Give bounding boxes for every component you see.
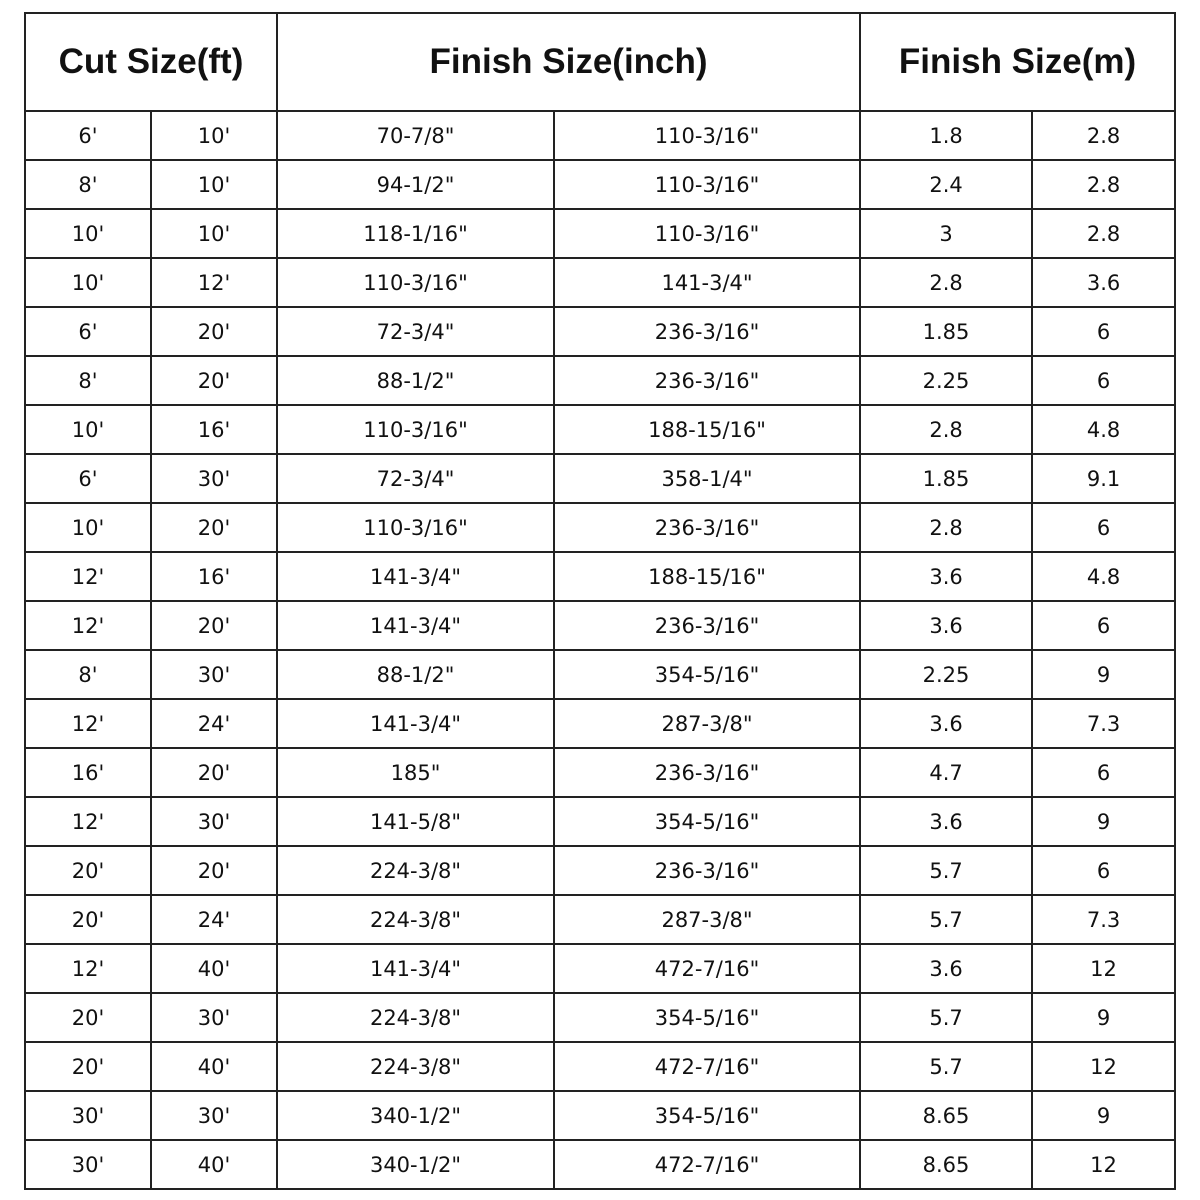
cut-length-cell: 24'	[151, 699, 277, 748]
finish-width-inch-cell: 224-3/8"	[277, 1042, 554, 1091]
finish-width-m-cell: 2.25	[860, 650, 1032, 699]
table-row	[25, 405, 1175, 454]
finish-width-inch-cell: 72-3/4"	[277, 307, 554, 356]
finish-width-m-cell: 3.6	[860, 944, 1032, 993]
cut-length-cell: 10'	[151, 111, 277, 160]
table-row	[25, 307, 1175, 356]
finish-width-inch-cell: 70-7/8"	[277, 111, 554, 160]
finish-width-m-cell: 5.7	[860, 993, 1032, 1042]
finish-width-m-cell: 1.8	[860, 111, 1032, 160]
finish-length-m-cell: 6	[1032, 748, 1175, 797]
table-row	[25, 993, 1175, 1042]
finish-length-m-cell: 9	[1032, 993, 1175, 1042]
finish-width-m-cell: 3.6	[860, 699, 1032, 748]
cut-width-cell: 12'	[25, 944, 151, 993]
finish-width-inch-cell: 224-3/8"	[277, 895, 554, 944]
finish-length-inch-cell: 110-3/16"	[554, 111, 860, 160]
table-row	[25, 503, 1175, 552]
finish-width-inch-cell: 72-3/4"	[277, 454, 554, 503]
table-row	[25, 601, 1175, 650]
cut-width-cell: 8'	[25, 160, 151, 209]
finish-length-inch-cell: 354-5/16"	[554, 650, 860, 699]
finish-length-m-cell: 12	[1032, 944, 1175, 993]
finish-length-m-cell: 4.8	[1032, 405, 1175, 454]
cut-length-cell: 40'	[151, 1042, 277, 1091]
finish-length-m-cell: 2.8	[1032, 111, 1175, 160]
table-row	[25, 454, 1175, 503]
table-row	[25, 1042, 1175, 1091]
finish-length-m-cell: 6	[1032, 307, 1175, 356]
finish-length-inch-cell: 188-15/16"	[554, 552, 860, 601]
finish-length-m-cell: 6	[1032, 846, 1175, 895]
finish-width-inch-cell: 340-1/2"	[277, 1091, 554, 1140]
finish-length-m-cell: 7.3	[1032, 699, 1175, 748]
table-row	[25, 552, 1175, 601]
cut-length-cell: 30'	[151, 650, 277, 699]
finish-width-m-cell: 2.8	[860, 405, 1032, 454]
finish-length-m-cell: 9	[1032, 797, 1175, 846]
cut-width-cell: 6'	[25, 307, 151, 356]
finish-width-m-cell: 8.65	[860, 1091, 1032, 1140]
finish-width-inch-cell: 141-3/4"	[277, 601, 554, 650]
table-header	[25, 13, 1175, 111]
finish-width-inch-cell: 185"	[277, 748, 554, 797]
header-row	[25, 13, 1175, 111]
table-row	[25, 944, 1175, 993]
table-row	[25, 160, 1175, 209]
finish-width-inch-cell: 110-3/16"	[277, 258, 554, 307]
cut-length-cell: 20'	[151, 601, 277, 650]
finish-width-m-cell: 2.4	[860, 160, 1032, 209]
finish-width-m-cell: 4.7	[860, 748, 1032, 797]
finish-width-inch-cell: 118-1/16"	[277, 209, 554, 258]
cut-width-cell: 12'	[25, 699, 151, 748]
finish-length-inch-cell: 354-5/16"	[554, 797, 860, 846]
finish-length-m-cell: 12	[1032, 1042, 1175, 1091]
finish-width-m-cell: 5.7	[860, 895, 1032, 944]
cut-width-cell: 20'	[25, 1042, 151, 1091]
cut-width-cell: 10'	[25, 209, 151, 258]
table-row	[25, 1140, 1175, 1189]
finish-length-inch-cell: 472-7/16"	[554, 1042, 860, 1091]
finish-width-inch-cell: 88-1/2"	[277, 356, 554, 405]
finish-length-m-cell: 12	[1032, 1140, 1175, 1189]
finish-width-m-cell: 2.25	[860, 356, 1032, 405]
cut-length-cell: 20'	[151, 356, 277, 405]
finish-length-inch-cell: 354-5/16"	[554, 1091, 860, 1140]
cut-length-cell: 40'	[151, 944, 277, 993]
cut-length-cell: 20'	[151, 846, 277, 895]
cut-width-cell: 16'	[25, 748, 151, 797]
finish-width-m-cell: 2.8	[860, 258, 1032, 307]
cut-width-cell: 12'	[25, 552, 151, 601]
table-row	[25, 748, 1175, 797]
table-row	[25, 258, 1175, 307]
finish-width-inch-cell: 141-3/4"	[277, 699, 554, 748]
cut-width-cell: 6'	[25, 454, 151, 503]
finish-length-inch-cell: 354-5/16"	[554, 993, 860, 1042]
finish-length-inch-cell: 188-15/16"	[554, 405, 860, 454]
finish-length-m-cell: 7.3	[1032, 895, 1175, 944]
table-body	[25, 111, 1175, 1189]
cut-length-cell: 30'	[151, 993, 277, 1042]
finish-length-inch-cell: 110-3/16"	[554, 209, 860, 258]
cut-length-cell: 30'	[151, 1091, 277, 1140]
finish-length-m-cell: 6	[1032, 503, 1175, 552]
cut-length-cell: 20'	[151, 307, 277, 356]
cut-width-cell: 10'	[25, 503, 151, 552]
finish-width-m-cell: 3.6	[860, 797, 1032, 846]
finish-width-inch-cell: 224-3/8"	[277, 993, 554, 1042]
finish-length-m-cell: 2.8	[1032, 209, 1175, 258]
cut-length-cell: 24'	[151, 895, 277, 944]
finish-length-inch-cell: 472-7/16"	[554, 944, 860, 993]
cut-length-cell: 30'	[151, 797, 277, 846]
cut-width-cell: 8'	[25, 650, 151, 699]
finish-length-inch-cell: 287-3/8"	[554, 895, 860, 944]
cut-width-cell: 8'	[25, 356, 151, 405]
table-row	[25, 699, 1175, 748]
table-row	[25, 111, 1175, 160]
cut-length-cell: 10'	[151, 160, 277, 209]
finish-width-m-cell: 2.8	[860, 503, 1032, 552]
finish-width-m-cell: 3.6	[860, 552, 1032, 601]
cut-length-cell: 30'	[151, 454, 277, 503]
size-chart-table	[24, 12, 1176, 1190]
finish-length-m-cell: 9	[1032, 1091, 1175, 1140]
table-row	[25, 1091, 1175, 1140]
table-row	[25, 650, 1175, 699]
cut-width-cell: 10'	[25, 258, 151, 307]
cut-length-cell: 40'	[151, 1140, 277, 1189]
cut-length-cell: 10'	[151, 209, 277, 258]
finish-length-m-cell: 2.8	[1032, 160, 1175, 209]
cut-width-cell: 20'	[25, 993, 151, 1042]
finish-width-inch-cell: 224-3/8"	[277, 846, 554, 895]
finish-length-inch-cell: 358-1/4"	[554, 454, 860, 503]
finish-length-inch-cell: 236-3/16"	[554, 503, 860, 552]
finish-length-m-cell: 9.1	[1032, 454, 1175, 503]
finish-width-m-cell: 3.6	[860, 601, 1032, 650]
header-finish-size-inch: Finish Size(inch)	[277, 13, 860, 111]
finish-length-inch-cell: 236-3/16"	[554, 356, 860, 405]
finish-length-inch-cell: 472-7/16"	[554, 1140, 860, 1189]
table-row	[25, 356, 1175, 405]
cut-width-cell: 6'	[25, 111, 151, 160]
finish-length-inch-cell: 236-3/16"	[554, 748, 860, 797]
cut-width-cell: 12'	[25, 797, 151, 846]
finish-length-m-cell: 3.6	[1032, 258, 1175, 307]
finish-width-inch-cell: 110-3/16"	[277, 503, 554, 552]
finish-width-inch-cell: 141-3/4"	[277, 944, 554, 993]
finish-width-m-cell: 8.65	[860, 1140, 1032, 1189]
finish-length-inch-cell: 236-3/16"	[554, 846, 860, 895]
finish-length-inch-cell: 236-3/16"	[554, 307, 860, 356]
finish-width-m-cell: 1.85	[860, 307, 1032, 356]
cut-width-cell: 12'	[25, 601, 151, 650]
cut-width-cell: 10'	[25, 405, 151, 454]
finish-length-inch-cell: 110-3/16"	[554, 160, 860, 209]
cut-length-cell: 16'	[151, 405, 277, 454]
cut-width-cell: 20'	[25, 846, 151, 895]
finish-width-inch-cell: 340-1/2"	[277, 1140, 554, 1189]
cut-width-cell: 30'	[25, 1091, 151, 1140]
finish-length-inch-cell: 141-3/4"	[554, 258, 860, 307]
cut-length-cell: 20'	[151, 748, 277, 797]
cut-length-cell: 16'	[151, 552, 277, 601]
header-finish-size-m: Finish Size(m)	[860, 13, 1175, 111]
finish-width-m-cell: 1.85	[860, 454, 1032, 503]
table-row	[25, 846, 1175, 895]
cut-width-cell: 30'	[25, 1140, 151, 1189]
finish-length-m-cell: 6	[1032, 601, 1175, 650]
finish-width-m-cell: 5.7	[860, 846, 1032, 895]
finish-width-m-cell: 5.7	[860, 1042, 1032, 1091]
header-cut-size: Cut Size(ft)	[25, 13, 277, 111]
table-row	[25, 209, 1175, 258]
finish-width-inch-cell: 94-1/2"	[277, 160, 554, 209]
cut-length-cell: 12'	[151, 258, 277, 307]
finish-length-inch-cell: 287-3/8"	[554, 699, 860, 748]
table-row	[25, 895, 1175, 944]
finish-width-inch-cell: 141-5/8"	[277, 797, 554, 846]
finish-length-m-cell: 9	[1032, 650, 1175, 699]
finish-width-m-cell: 3	[860, 209, 1032, 258]
finish-width-inch-cell: 110-3/16"	[277, 405, 554, 454]
table-row	[25, 797, 1175, 846]
cut-width-cell: 20'	[25, 895, 151, 944]
finish-width-inch-cell: 88-1/2"	[277, 650, 554, 699]
finish-length-m-cell: 6	[1032, 356, 1175, 405]
finish-length-m-cell: 4.8	[1032, 552, 1175, 601]
finish-width-inch-cell: 141-3/4"	[277, 552, 554, 601]
finish-length-inch-cell: 236-3/16"	[554, 601, 860, 650]
cut-length-cell: 20'	[151, 503, 277, 552]
